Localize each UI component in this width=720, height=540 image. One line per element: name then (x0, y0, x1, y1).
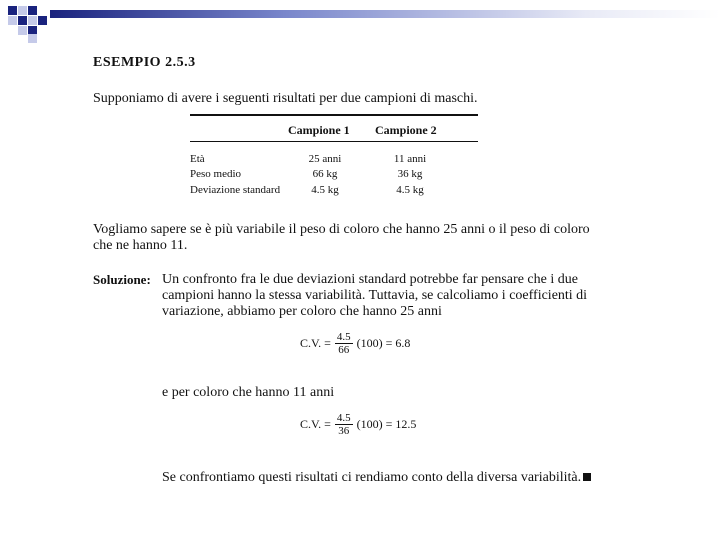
between-text: e per coloro che hanno 11 anni (162, 385, 335, 400)
table-cell: 36 kg (397, 168, 423, 180)
table-top-rule (190, 114, 478, 116)
formula-rest: (100) = 12.5 (356, 417, 417, 431)
formula-lhs: C.V. = (300, 336, 331, 350)
table-cell: 4.5 kg (396, 184, 424, 196)
solution-line: campioni hanno la stessa variabilità. Tuttavia, se calcoliamo i coefficienti di (162, 288, 588, 303)
fraction (335, 412, 353, 437)
decorative-stripe (50, 10, 720, 18)
question-line: Vogliamo sapere se è più variabile il peso di coloro che hanno 25 anni o il peso di coloro (93, 222, 590, 237)
table-cell: 11 anni (393, 153, 427, 165)
solution-text (162, 272, 618, 320)
formula-cv-11 (300, 412, 416, 437)
denominator: 36 (338, 425, 350, 437)
formula-rest: (100) = 6.8 (356, 336, 411, 350)
solution-line: Un confronto fra le due deviazioni standard potrebbe far pensare che i due (162, 272, 578, 287)
table-cell: 4.5 kg (311, 184, 339, 196)
decorative-checker (8, 6, 48, 42)
table-row-label: Peso medio (190, 168, 242, 180)
denominator: 66 (338, 344, 350, 356)
table-cell: 25 anni (308, 153, 342, 165)
column-header: Campione 1 (288, 123, 350, 137)
end-of-proof-icon (583, 473, 591, 481)
formula-cv-25 (300, 331, 410, 356)
column-header: Campione 2 (375, 123, 437, 137)
table-cell: 66 kg (312, 168, 338, 180)
table-row-label: Deviazione standard (190, 184, 281, 196)
page-title: ESEMPIO 2.5.3 (93, 55, 196, 70)
numerator: 4.5 (336, 412, 351, 424)
table-mid-rule (190, 141, 478, 142)
conclusion-text (162, 470, 622, 486)
fraction (335, 331, 353, 356)
solution-line: variazione, abbiamo per coloro che hanno 25 anni (162, 304, 442, 319)
solution-label: Soluzione: (93, 272, 151, 287)
table-row-label: Età (190, 153, 205, 165)
conclusion-line: Se confrontiamo questi risultati ci rendiamo conto della diversa variabilità. (162, 470, 582, 485)
numerator: 4.5 (336, 331, 351, 343)
question-text (93, 222, 618, 254)
question-line: che ne hanno 11. (93, 238, 188, 253)
formula-lhs: C.V. = (300, 417, 331, 431)
intro-text: Supponiamo di avere i seguenti risultati per due campioni di maschi. (93, 91, 478, 106)
